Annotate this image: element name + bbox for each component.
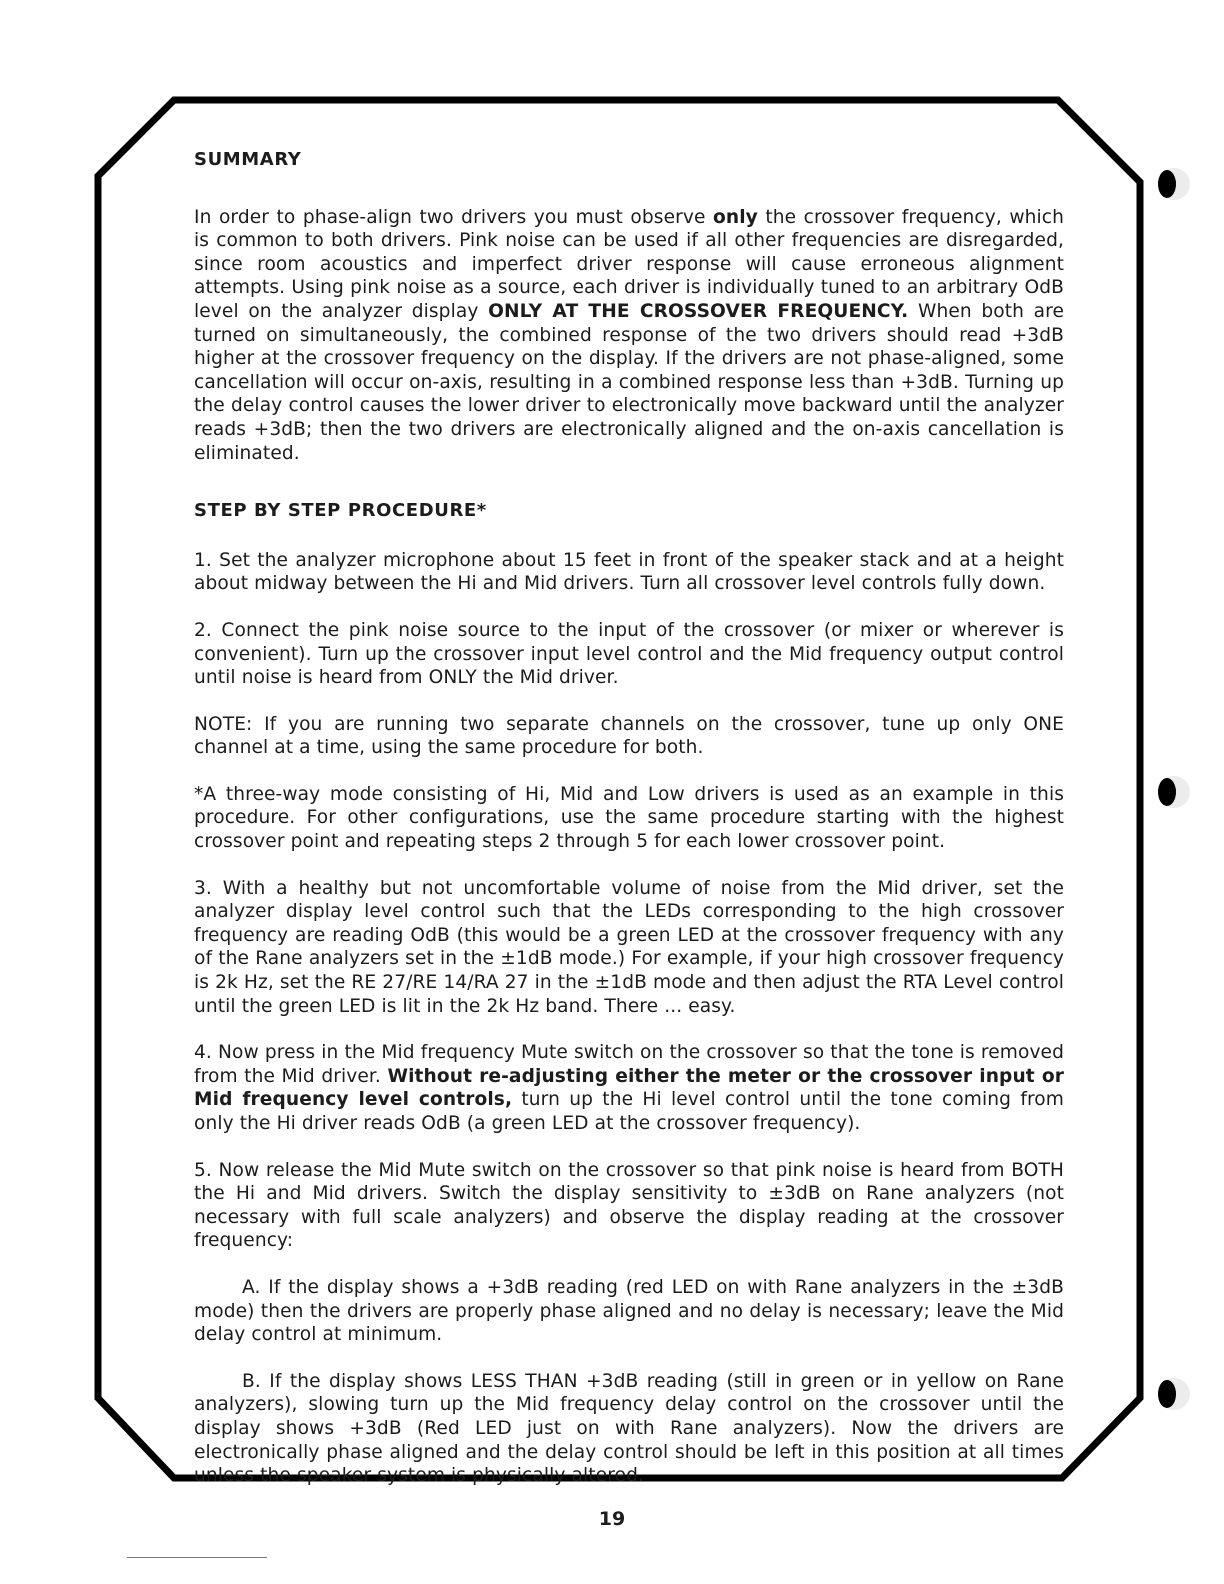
step-5: 5. Now release the Mid Mute switch on the crossover so that pink noise is heard from BOTH the Hi and Mid drivers. Switch the display sensitivity to ±3dB on Rane analyzers (not necessary with full scale analyzers) and observe the display reading at the crossover frequency: — [194, 1159, 1064, 1252]
step-5a: A. If the display shows a +3dB reading (red LED on with Rane analyzers in the ±3dB mode) then the drivers are properly phase aligned and no delay is necessary; leave the Mid delay control at minimum. — [194, 1276, 1064, 1346]
step-3: 3. With a healthy but not uncomfortable volume of noise from the Mid driver, set the analyzer display level control such that the LEDs corresponding to the high crossover frequency are reading OdB (this would be a green LED at the crossover frequency with any of the Rane analyzers set in the ±1dB mode.) For example, if your high crossover frequency is 2k Hz, set the RE 27/RE 14/RA 27 in the ±1dB mode and then adjust the RTA Level control until the green LED is lit in the 2k Hz band. There ... easy. — [194, 877, 1064, 1017]
step-1: 1. Set the analyzer microphone about 15 feet in front of the speaker stack and at a height about midway between the Hi and Mid drivers. Turn all crossover level controls fully down. — [194, 549, 1064, 595]
page-number: 19 — [598, 1508, 626, 1530]
procedure-heading: STEP BY STEP PROCEDURE* — [194, 500, 487, 522]
binder-hole-top — [1158, 168, 1190, 200]
binder-hole-bottom — [1158, 1378, 1190, 1410]
step-4: 4. Now press in the Mid frequency Mute switch on the crossover so that the tone is removed from the Mid driver. Without re-adjusting either the meter or the crossover input or Mid frequency level controls, turn up the Hi level control until the tone coming from only the Hi driver reads OdB (a green LED at the crossover frequency). — [194, 1042, 1064, 1134]
step-5b: B. If the display shows LESS THAN +3dB reading (still in green or in yellow on Rane analyzers), slowing turn up the Mid frequency delay control on the crossover until the display shows +3dB (Red LED just on with Rane analyzers). Now the drivers are electronically phase aligned and the delay control should be left in this position at all times unless the speaker system is physically altered. — [194, 1370, 1064, 1487]
footnote-paragraph: *A three-way mode consisting of Hi, Mid and Low drivers is used as an example in this procedure. For other configurations, use the same procedure starting with the highest crossover point and repeating steps 2 through 5 for each lower crossover point. — [194, 783, 1064, 853]
summary-heading: SUMMARY — [194, 149, 302, 170]
footer-rule — [127, 1557, 267, 1558]
summary-paragraph: In order to phase-align two drivers you must observe only the crossover frequency, which is common to both drivers. Pink noise can be used if all other frequencies are disregarded, since room acoustics and imperfect driver response will cause erroneous alignment attempts. Using pink noise as a source, each driver is individually tuned to an arbitrary OdB level on the analyzer display ONLY AT THE CROSSOVER FREQUENCY. When both are turned on simultaneously, the combined response of the two drivers should read +3dB higher at the crossover frequency on the display. If the drivers are not phase-aligned, some cancellation will occur on-axis, resulting in a combined response less than +3dB. Turning up the delay control causes the lower driver to electronically move backward until the analyzer reads +3dB; then the two drivers are electronically aligned and the on-axis cancellation is eliminated. — [194, 206, 1064, 464]
page-content — [194, 148, 1064, 1488]
step-2: 2. Connect the pink noise source to the input of the crossover (or mixer or wherever is convenient). Turn up the crossover input level control and the Mid frequency output control until noise is heard from ONLY the Mid driver. — [194, 619, 1064, 689]
note-paragraph: NOTE: If you are running two separate channels on the crossover, tune up only ONE channel at a time, using the same procedure for both. — [194, 713, 1064, 759]
binder-hole-middle — [1158, 776, 1190, 808]
